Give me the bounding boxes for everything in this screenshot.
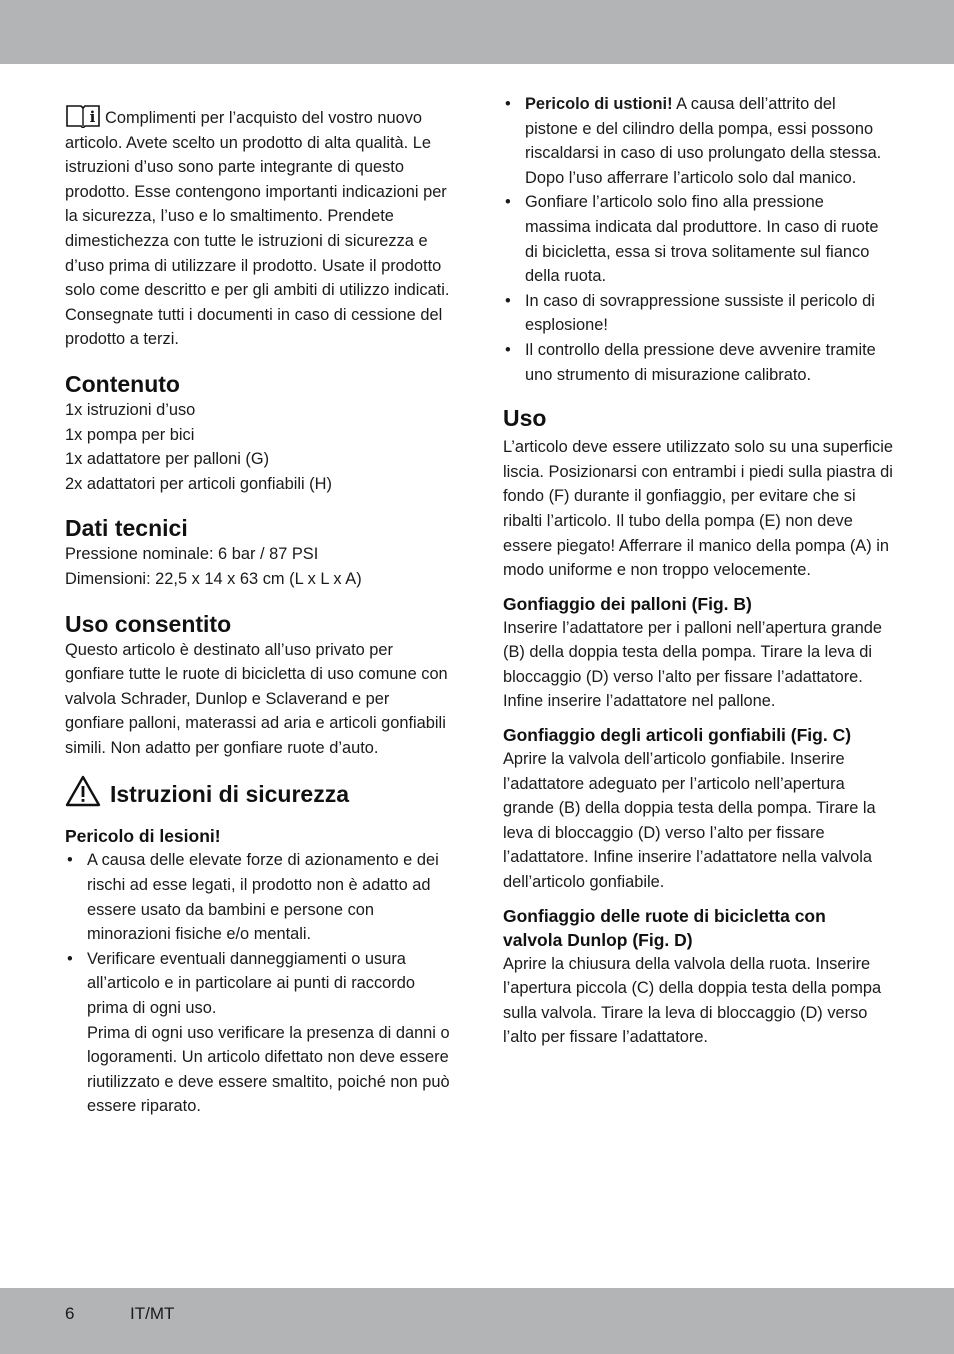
- right-column: [503, 92, 893, 1050]
- dati-tecnici-list: [65, 542, 453, 591]
- uso-consentito-text: Questo articolo è destinato all’uso privato per gonfiare tutte le ruote di bicicletta di uso comune con valvola Schrader, Dunlop e Sclaverand e per gonfiare palloni, materassi ad aria e articoli gonfiabili simili. Non adatto per gonfiare ruote d’auto.: [65, 640, 448, 757]
- section-heading: Gonfiaggio dei palloni (Fig. B): [503, 593, 752, 614]
- top-band: [0, 0, 954, 64]
- bullet-item: • A causa delle elevate forze di azionamento e dei rischi ad esse legati, il prodotto non è adatto ad essere usato da bambini e persone con minorazioni fisiche e/o mentali.: [67, 851, 439, 944]
- left-column: [65, 104, 453, 1119]
- bullet-item: • Il controllo della pressione deve avvenire tramite uno strumento di misurazione calibrato.: [505, 340, 876, 384]
- section-text: Aprire la chiusura della valvola della ruota. Inserire l’apertura piccola (C) della doppia testa della pompa sulla valvola. Tirare la leva di bloccaggio (D) verso l’alto per fissare l’adattatore.: [503, 954, 882, 1047]
- section-text: Inserire l’adattatore per i palloni nell’apertura grande (B) della doppia testa della pompa. Tirare la leva di bloccaggio (D) verso l’alto per fissare l’adattatore. Infine inserire l’adattatore nel pallone.: [503, 618, 883, 711]
- warning-triangle-icon: [65, 775, 110, 812]
- section-heading: Gonfiaggio delle ruote di bicicletta con valvola Dunlop (Fig. D): [503, 905, 826, 950]
- contenuto-heading: Contenuto: [65, 370, 180, 397]
- bullet-item: • Gonfiare l’articolo solo fino alla pressione massima indicata dal produttore. In caso di ruote di bicicletta, essa si trova solitamente sul fianco della ruota.: [505, 193, 879, 286]
- page-number: 6: [65, 1304, 75, 1323]
- sicurezza-heading-row: [65, 775, 453, 812]
- svg-text:i: i: [89, 108, 96, 126]
- section-text: Aprire la valvola dell’articolo gonfiabile. Inserire l’adattatore adeguato per l’articolo nell’apertura grande (B) della doppia testa della pompa. Tirare la leva di bloccaggio (D) verso l’alto per fissare l’adattatore. Infine inserire l’adattatore nella valvola dell’articolo gonfiabile.: [503, 750, 876, 892]
- sicurezza-bullets-right: [503, 92, 893, 387]
- bullet-continuation: Prima di ogni uso verificare la presenza di danni o logoramenti. Un articolo difettato non deve essere riutilizzato e deve essere smaltito, poiché non può essere riparato.: [87, 1023, 450, 1116]
- uso-heading: Uso: [503, 405, 547, 432]
- uso-consentito-heading: Uso consentito: [65, 610, 232, 637]
- bullet-item: • Verificare eventuali danneggiamenti o usura all’articolo e in particolare ai punti di raccordo prima di ogni uso.: [67, 949, 415, 1018]
- sicurezza-bullets: [65, 848, 453, 1119]
- dati-tecnici-heading: Dati tecnici: [65, 515, 188, 542]
- list-item: 1x istruzioni d’uso: [65, 400, 196, 419]
- language-code: IT/MT: [130, 1304, 175, 1323]
- intro-text: Complimenti per l’acquisto del vostro nuovo articolo. Avete scelto un prodotto di alta qualità. Le istruzioni d’uso sono parte integrante di questo prodotto. Esse contengono importanti indicazioni per la sicurezza, l’uso e lo smaltimento. Prendete dimestichezza con tutte le istruzioni di sicurezza e d’uso prima di utilizzare il prodotto. Usate il prodotto solo come descritto e per gli ambiti di utilizzo indicati. Consegnate tutti i documenti in caso di cessione del prodotto a terzi.: [65, 109, 450, 349]
- uso-text: L’articolo deve essere utilizzato solo su una superficie liscia. Posizionarsi con entrambi i piedi sulla piastra di fondo (F) durante il gonfiaggio, per evitare che si ribalti l’articolo. Il tubo della pompa (E) non deve essere piegato! Afferrare il manico della pompa (A) in modo uniforme e non troppo velocemente.: [503, 438, 893, 580]
- spec-line: Pressione nominale: 6 bar / 87 PSI: [65, 545, 319, 564]
- spec-line: Dimensioni: 22,5 x 14 x 63 cm (L x L x A): [65, 569, 362, 588]
- list-item: 2x adattatori per articoli gonfiabili (H): [65, 474, 332, 493]
- contenuto-list: [65, 398, 453, 496]
- bullet-item: • In caso di sovrappressione sussiste il pericolo di esplosione!: [505, 291, 875, 335]
- pericolo-lesioni-heading: Pericolo di lesioni!: [65, 826, 221, 847]
- info-book-icon: [65, 104, 101, 128]
- sicurezza-heading: Istruzioni di sicurezza: [110, 780, 349, 807]
- list-item: 1x adattatore per palloni (G): [65, 450, 270, 469]
- section-heading: Gonfiaggio degli articoli gonfiabili (Fig. C): [503, 725, 852, 746]
- intro-paragraph: [65, 104, 453, 352]
- list-item: 1x pompa per bici: [65, 425, 195, 444]
- bullet-item: • Pericolo di ustioni! A causa dell’attrito del pistone e del cilindro della pompa, essi possono riscaldarsi in caso di uso prolungato della stessa. Dopo l’uso afferrare l’articolo solo dal manico.: [505, 95, 882, 187]
